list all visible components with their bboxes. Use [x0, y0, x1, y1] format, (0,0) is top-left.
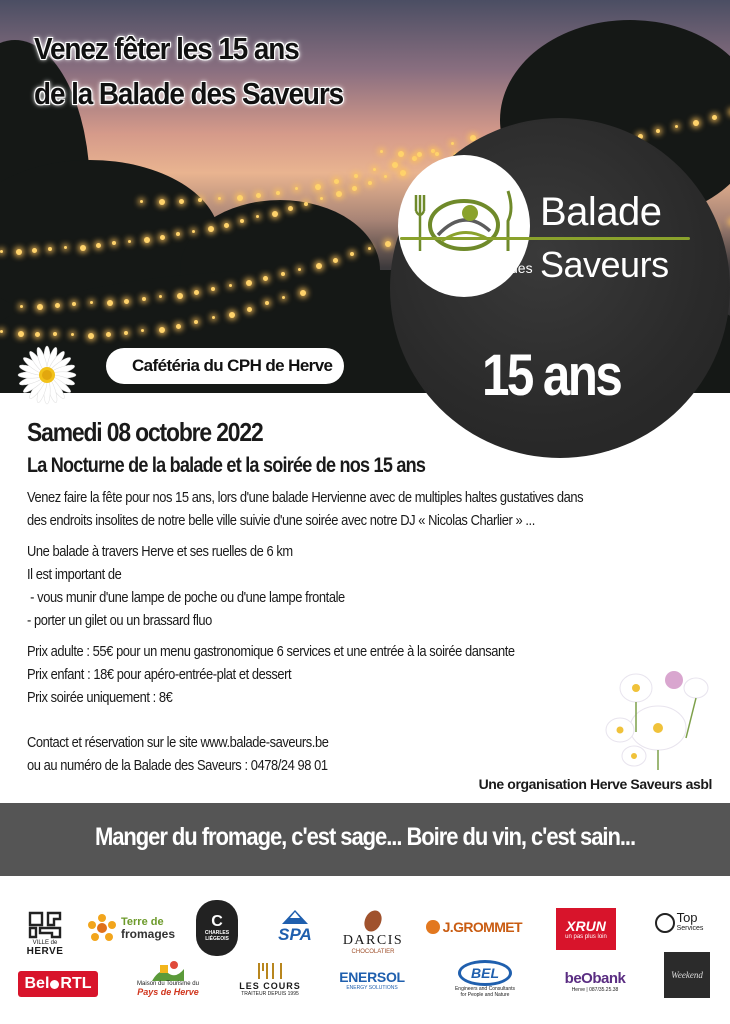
- light-bulb: [247, 307, 252, 312]
- sun-flower-icon: [87, 913, 117, 943]
- light-bulb: [179, 199, 184, 204]
- light-bulb: [352, 186, 357, 191]
- xrun-text: XRUN: [566, 918, 606, 934]
- light-bulb: [224, 223, 229, 228]
- light-bulb: [142, 297, 146, 301]
- top-sub: Services: [676, 925, 704, 932]
- charles-line1: CHARLES: [204, 930, 230, 936]
- light-bulb: [48, 247, 52, 251]
- sponsor-maison-tourisme[interactable]: [126, 954, 210, 1002]
- logo-word-saveurs: Saveurs: [540, 244, 669, 285]
- weekend-text: Weekend: [671, 970, 703, 980]
- charles-mark-icon: C: [211, 913, 223, 930]
- venue-badge: Cafétéria du CPH de Herve: [106, 348, 344, 384]
- herve-text: HERVE: [26, 945, 64, 957]
- sponsor-top-services[interactable]: [644, 908, 714, 938]
- belrtl-text-a: Bel: [24, 975, 50, 992]
- light-bulb: [18, 331, 24, 337]
- sponsor-bel[interactable]: [446, 954, 524, 1004]
- light-bulb: [80, 245, 86, 251]
- light-bulb: [124, 299, 129, 304]
- walk-line: Une balade à travers Herve et ses ruelles de 6 km: [27, 543, 293, 560]
- cutlery-icon: [253, 961, 287, 981]
- light-bulb: [218, 197, 221, 200]
- sponsor-weekend[interactable]: [664, 952, 710, 998]
- enersol-text: ENERSOL: [339, 969, 405, 985]
- grommet-logo-icon: [426, 920, 440, 934]
- walk-line: - vous munir d'une lampe de poche ou d'une lampe frontale: [27, 589, 345, 606]
- walk-info: [27, 540, 706, 632]
- herve-logo-icon: [27, 910, 63, 940]
- light-bulb: [320, 197, 323, 200]
- light-bulb: [107, 300, 113, 306]
- anniversary-label: 15 ans: [482, 343, 621, 408]
- intro-paragraph: [27, 486, 706, 532]
- light-bulb: [159, 327, 165, 333]
- slogan-banner: [0, 803, 730, 876]
- belrtl-text-b: RTL: [60, 975, 92, 992]
- bel-sub1: Engineers and Consultants: [454, 986, 516, 992]
- hero-title: [34, 26, 376, 116]
- light-bulb: [64, 246, 67, 249]
- light-bulb: [140, 200, 143, 203]
- charles-line2: LIÉGEOIS: [205, 936, 229, 942]
- belrtl-dot-icon: [50, 980, 59, 989]
- light-bulb: [384, 175, 387, 178]
- grommet-text: J.GROMMET: [442, 919, 522, 935]
- light-bulb: [281, 272, 285, 276]
- daisy-icon: [16, 344, 78, 406]
- light-bulb: [295, 187, 298, 190]
- intro-line: des endroits insolites de notre belle ville suivie d'une soirée avec notre DJ « Nicolas Charlier » ...: [27, 512, 535, 529]
- light-bulb: [354, 174, 358, 178]
- logo-word-balade: Balade: [540, 190, 662, 234]
- price-child: Prix enfant : 18€ pour apéro-entrée-plat et dessert: [27, 666, 292, 683]
- light-bulb: [0, 250, 3, 253]
- spa-text: SPA: [278, 925, 312, 944]
- light-bulb: [373, 168, 376, 171]
- maison-line1: Maison du Tourisme du: [137, 981, 199, 987]
- cours-text: LES COURS: [239, 981, 301, 991]
- sponsor-spa[interactable]: [270, 906, 320, 946]
- enersol-sub: ENERGY SOLUTIONS: [346, 985, 398, 991]
- light-bulb: [229, 312, 235, 318]
- price-adult: Prix adulte : 55€ pour un menu gastronomique 6 services et une entrée à la soirée dansante: [27, 643, 515, 660]
- maison-line2: Pays de Herve: [137, 987, 199, 997]
- light-bulb: [334, 179, 339, 184]
- event-subtitle: La Nocturne de la balade et la soirée de nos 15 ans: [27, 454, 426, 477]
- light-bulb: [300, 290, 306, 296]
- light-bulb: [265, 301, 269, 305]
- sponsor-bel-rtl[interactable]: [18, 971, 98, 997]
- cocoa-bean-icon: [362, 909, 384, 933]
- clock-icon: [655, 913, 675, 933]
- light-bulb: [177, 293, 183, 299]
- darcis-sub: CHOCOLATIER: [351, 949, 395, 955]
- light-bulb: [194, 290, 199, 295]
- light-bulb: [298, 268, 301, 271]
- sponsor-ville-de-herve[interactable]: [20, 904, 70, 962]
- hero-title-line1: Venez fêter les 15 ans: [34, 31, 299, 66]
- light-bulb: [106, 332, 111, 337]
- event-date: Samedi 08 octobre 2022: [27, 417, 263, 447]
- price-party: Prix soirée uniquement : 8€: [27, 689, 173, 706]
- light-bulb: [333, 258, 338, 263]
- sponsor-beobank[interactable]: [556, 966, 634, 996]
- walk-line: Il est important de: [27, 566, 122, 583]
- light-bulb: [90, 301, 93, 304]
- light-bulb: [0, 330, 3, 333]
- cours-sub: TRAITEUR DEPUIS 1995: [241, 991, 299, 997]
- light-bulb: [304, 202, 308, 206]
- beobank-text: beObank: [564, 969, 626, 987]
- sponsor-j-grommet[interactable]: [426, 912, 522, 942]
- logo-word-des: des: [510, 260, 533, 276]
- sponsor-charles-liegeois[interactable]: [196, 900, 238, 956]
- light-bulb: [88, 333, 94, 339]
- intro-line: Venez faire la fête pour nos 15 ans, lors d'une balade Hervienne avec de multiples haltes gustatives dans: [27, 489, 584, 506]
- light-bulb: [368, 181, 372, 185]
- light-bulb: [712, 115, 717, 120]
- top-text: Top: [676, 910, 698, 925]
- light-bulb: [212, 316, 215, 319]
- cosmos-flowers-icon: [600, 666, 716, 770]
- sponsor-darcis[interactable]: [340, 904, 406, 960]
- light-bulb: [71, 333, 74, 336]
- light-bulb: [16, 249, 22, 255]
- sponsor-xrun[interactable]: [556, 908, 616, 950]
- hero-title-line2: de la Balade des Saveurs: [34, 76, 344, 111]
- light-bulb: [124, 331, 128, 335]
- light-bulb: [237, 195, 243, 201]
- light-bulb: [675, 125, 678, 128]
- beobank-sub: Herve | 087/35.25.38: [571, 986, 619, 993]
- light-bulb: [385, 241, 391, 247]
- light-bulb: [451, 142, 454, 145]
- sponsor-enersol[interactable]: [334, 966, 410, 994]
- light-bulb: [192, 230, 195, 233]
- organizer-credit: Une organisation Herve Saveurs asbl: [478, 776, 712, 792]
- light-bulb: [20, 305, 23, 308]
- landscape-icon: [152, 959, 184, 981]
- light-bulb: [272, 211, 278, 217]
- terre-line1: Terre de: [120, 916, 164, 928]
- light-bulb: [276, 191, 280, 195]
- light-bulb: [336, 191, 342, 197]
- herve-caption: VILLE de: [32, 939, 58, 946]
- darcis-text: DARCIS: [342, 933, 404, 948]
- spa-mountain-icon: [280, 908, 310, 926]
- light-bulb: [368, 247, 371, 250]
- light-bulb: [128, 240, 131, 243]
- terre-line2: fromages: [120, 927, 176, 941]
- light-bulb: [256, 193, 261, 198]
- slogan-text: Manger du fromage, c'est sage... Boire du vin, c'est sain...: [94, 823, 636, 851]
- light-bulb: [229, 284, 232, 287]
- bel-sub2: for People and Nature: [460, 992, 510, 998]
- bel-text: BEL: [458, 960, 512, 986]
- contact-website[interactable]: Contact et réservation sur le site www.balade-saveurs.be: [27, 734, 329, 751]
- light-bulb: [380, 150, 383, 153]
- contact-phone[interactable]: ou au numéro de la Balade des Saveurs : 0478/24 98 01: [27, 757, 328, 774]
- light-bulb: [316, 263, 322, 269]
- sponsor-les-cours[interactable]: [236, 958, 304, 1000]
- sponsor-terre-de-fromages[interactable]: [84, 910, 178, 946]
- light-bulb: [315, 184, 321, 190]
- walk-line: - porter un gilet ou un brassard fluo: [27, 612, 212, 629]
- xrun-sub: un pas plus loin: [565, 934, 607, 940]
- logo-swoosh-line: [400, 237, 690, 240]
